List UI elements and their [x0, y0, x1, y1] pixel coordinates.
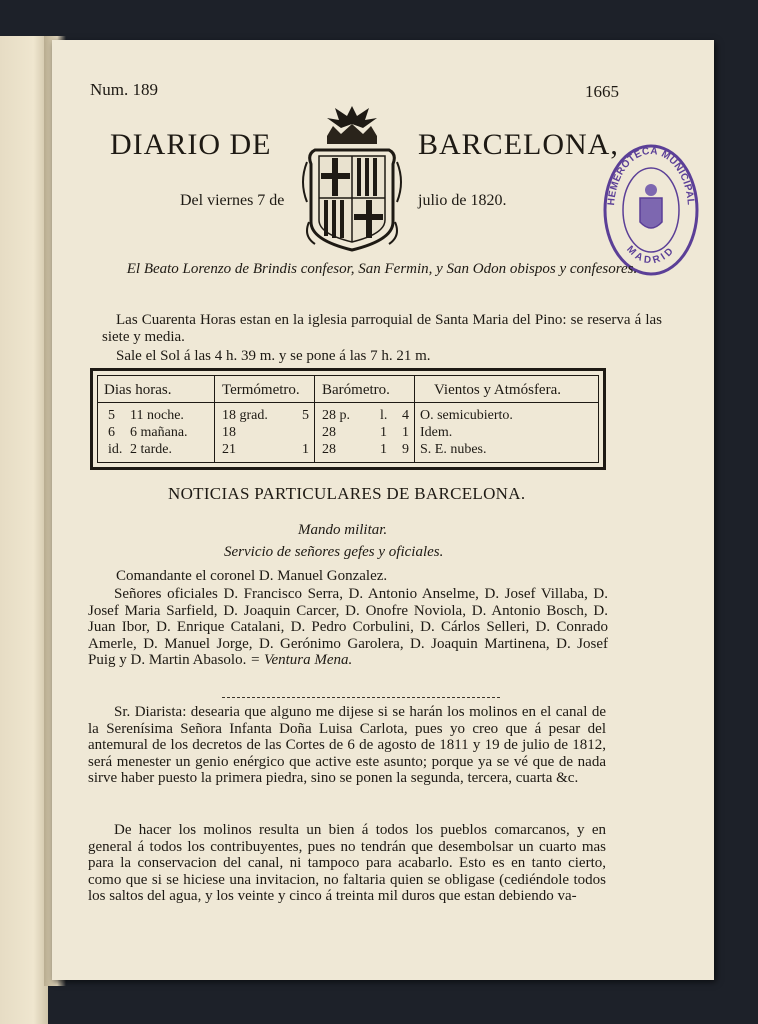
table-cell-day: 6 — [108, 425, 115, 440]
table-cell-wind: O. semicubierto. — [420, 408, 513, 423]
letter-paragraph-2: De hacer los molinos resulta un bien á todos los pueblos comarcanos, y en general á todos los contribuyentes, pues no tendrán que desembolsar un cuarto mas para la conservacion del canal, ni tampoco para acabarlo. Esto es en tanto cierto, como que si se hiciese una invitacion, no faltaria quien se obligase (cediéndole todos los saltos del agua, y los veinte y cinco á treinta mil duros que estan debiendo va- — [88, 822, 606, 904]
table-cell-wind: S. E. nubes. — [420, 442, 487, 457]
table-header-days: Dias horas. — [104, 382, 172, 398]
table-header-barometer: Barómetro. — [322, 382, 390, 398]
table-cell-barometer: 28 p. — [322, 408, 350, 423]
date-line-left: Del viernes 7 de — [180, 192, 285, 209]
table-divider — [314, 376, 315, 462]
table-cell-time: 2 tarde. — [130, 442, 172, 457]
page-number: 1665 — [585, 82, 619, 101]
weather-table — [90, 368, 606, 470]
officers-paragraph — [88, 586, 608, 669]
table-header-rule — [98, 402, 598, 403]
table-cell-wind: Idem. — [420, 425, 453, 440]
section-subtitle-military: Mando militar. — [298, 522, 388, 538]
table-cell-temp: 18 — [222, 425, 236, 440]
table-header-winds: Vientos y Atmósfera. — [434, 382, 561, 398]
section-subtitle-service: Servicio de señores gefes y oficiales. — [224, 544, 444, 560]
table-cell-barometer-fraction: 4 — [402, 408, 409, 423]
table-cell-temp-fraction: 5 — [302, 408, 309, 423]
officers-list: Señores oficiales D. Francisco Serra, D. Antonio Anselme, D. Josef Villaba, D. Josef Maria Sarfield, D. Joaquin Carcer, D. Onofre Noviola, D. Antonio Bosch, D. Juan Ibor, D. Enrique Catalani, D. Pedro Corbulini, D. Cárlos Selleri, D. Conrado Amerle, D. Manuel Jorge, D. Gerónimo Garolera, D. Joaquin Martinena, D. Josef Puig y D. Martin Abasolo. — [88, 586, 608, 668]
library-stamp — [600, 140, 702, 280]
masthead-title-right: BARCELONA, — [418, 128, 619, 161]
sunrise-sunset: Sale el Sol á las 4 h. 39 m. y se pone á las 7 h. 21 m. — [116, 348, 431, 364]
table-cell-barometer-lines: 1 — [380, 442, 387, 457]
saints-of-the-day: El Beato Lorenzo de Brindis confesor, San Fermin, y San Odon obispos y confesores. — [126, 261, 638, 277]
forty-hours-notice: Las Cuarenta Horas estan en la iglesia parroquial de Santa Maria del Pino: se reserva á las siete y media. — [102, 312, 662, 345]
table-cell-barometer-lines: l. — [380, 408, 388, 423]
commander-line: Comandante el coronel D. Manuel Gonzalez. — [116, 568, 388, 584]
barcelona-coat-of-arms-icon — [297, 102, 407, 254]
table-divider — [214, 376, 215, 462]
section-title: NOTICIAS PARTICULARES DE BARCELONA. — [168, 484, 526, 503]
officers-signature: = Ventura Mena. — [250, 652, 353, 668]
table-cell-temp: 21 — [222, 442, 236, 457]
table-cell-temp: 18 grad. — [222, 408, 268, 423]
previous-page-edge — [0, 36, 48, 1024]
date-line-right: julio de 1820. — [418, 192, 507, 209]
masthead-title-left: DIARIO DE — [110, 128, 272, 161]
table-cell-barometer-fraction: 9 — [402, 442, 409, 457]
table-cell-barometer-lines: 1 — [380, 425, 387, 440]
table-divider — [414, 376, 415, 462]
svg-text:HEMEROTECA MUNICIPAL — [606, 146, 696, 206]
table-cell-temp-fraction: 1 — [302, 442, 309, 457]
newspaper-page — [52, 40, 714, 980]
stamp-text-bottom: MADRID — [624, 243, 678, 267]
table-cell-time: 11 noche. — [130, 408, 184, 423]
stamp-text-top: HEMEROTECA MUNICIPAL — [606, 145, 696, 206]
table-cell-day: id. — [108, 442, 123, 457]
section-divider — [222, 697, 500, 698]
table-header-thermometer: Termómetro. — [222, 382, 300, 398]
table-cell-barometer: 28 — [322, 425, 336, 440]
table-cell-time: 6 mañana. — [130, 425, 188, 440]
issue-number: Num. 189 — [90, 80, 158, 99]
table-cell-barometer: 28 — [322, 442, 336, 457]
letter-paragraph-1: Sr. Diarista: desearia que alguno me dijese si se harán los molinos en el canal de la Serenísima Señora Infanta Doña Luisa Carlota, pues yo creo que á pesar del antemural de los decretos de las Cortes de 6 de agosto de 1811 y 19 de julio de 1812, será menester un genio enérgico que active este asunto; porque ya se vé que de nada sirve haber puesto la primera piedra, sino se ponen la segunda, tercera, cuarta &c. — [88, 704, 606, 786]
table-cell-barometer-fraction: 1 — [402, 425, 409, 440]
table-cell-day: 5 — [108, 408, 115, 423]
